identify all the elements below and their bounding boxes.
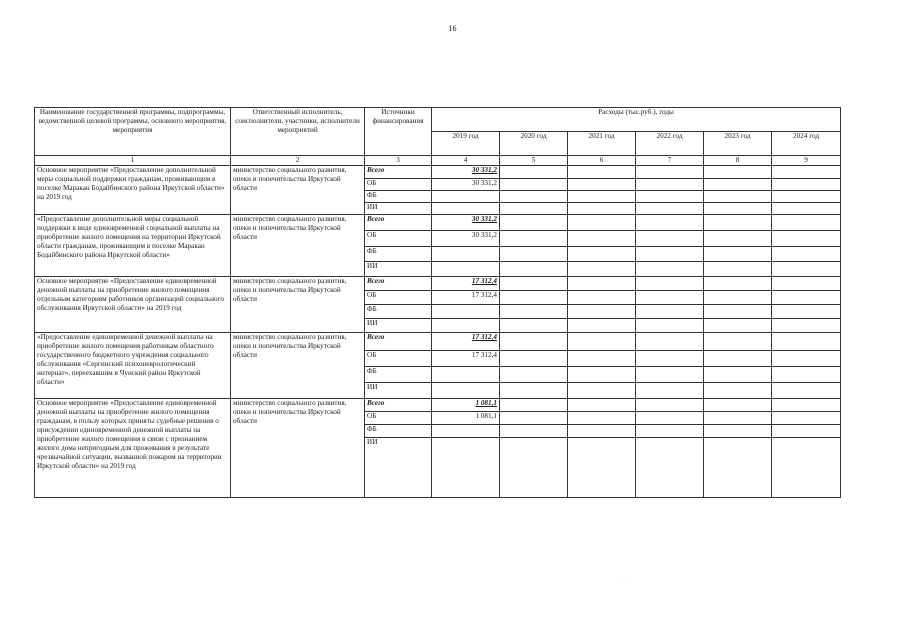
financing-source: ФБ xyxy=(365,305,432,319)
financing-source: ИИ xyxy=(365,262,432,277)
financing-source: Всего xyxy=(365,399,432,412)
empty-year-cell xyxy=(500,262,568,277)
empty-year-cell xyxy=(568,191,636,203)
column-number: 7 xyxy=(636,156,704,166)
empty-year-cell xyxy=(772,166,841,179)
empty-year-cell xyxy=(636,203,704,215)
header-year: 2024 год xyxy=(772,132,841,156)
column-number: 1 xyxy=(35,156,231,166)
empty-year-cell xyxy=(500,203,568,215)
empty-year-cell xyxy=(500,319,568,333)
value-2019 xyxy=(432,367,500,383)
empty-year-cell xyxy=(636,383,704,399)
empty-year-cell xyxy=(704,166,772,179)
empty-year-cell xyxy=(500,351,568,367)
empty-year-cell xyxy=(568,277,636,291)
empty-year-cell xyxy=(704,412,772,425)
financing-source: ОБ xyxy=(365,179,432,191)
scan-mark: · xyxy=(623,577,625,583)
header-year: 2023 год xyxy=(704,132,772,156)
empty-year-cell xyxy=(704,262,772,277)
empty-year-cell xyxy=(704,399,772,412)
measure-executor: министерство социального развития, опеки и попечительства Иркутской области xyxy=(231,215,365,277)
empty-year-cell xyxy=(500,367,568,383)
measure-executor: министерство социального развития, опеки и попечительства Иркутской области xyxy=(231,399,365,498)
empty-year-cell xyxy=(568,215,636,231)
empty-year-cell xyxy=(568,425,636,438)
empty-year-cell xyxy=(772,425,841,438)
empty-year-cell xyxy=(500,291,568,305)
empty-year-cell xyxy=(704,291,772,305)
empty-year-cell xyxy=(568,367,636,383)
empty-year-cell xyxy=(772,191,841,203)
empty-year-cell xyxy=(636,399,704,412)
empty-year-cell xyxy=(704,351,772,367)
empty-year-cell xyxy=(772,412,841,425)
value-2019: 30 331,2 xyxy=(432,166,500,179)
table-row xyxy=(35,399,841,412)
empty-year-cell xyxy=(704,247,772,262)
empty-year-cell xyxy=(772,247,841,262)
empty-year-cell xyxy=(704,367,772,383)
empty-year-cell xyxy=(568,351,636,367)
header-program-name: Наименование государственной программы, подпрограммы, ведомственной целевой программы, основного мероприятия, мероприятия xyxy=(35,108,231,156)
empty-year-cell xyxy=(636,215,704,231)
value-2019 xyxy=(432,247,500,262)
measure-description: «Предоставление единовременной денежной выплаты на приобретение жилого помещения работникам областного государственного бюджетного учреждения социального обслуживания «Сергинский психоневрологический интернат», переехавшим в Чунский район Иркутской области» xyxy=(35,333,231,399)
value-2019 xyxy=(432,438,500,498)
empty-year-cell xyxy=(772,305,841,319)
financing-source: ОБ xyxy=(365,231,432,247)
column-number: 2 xyxy=(231,156,365,166)
value-2019 xyxy=(432,425,500,438)
empty-year-cell xyxy=(500,166,568,179)
empty-year-cell xyxy=(772,215,841,231)
empty-year-cell xyxy=(636,367,704,383)
financing-source: Всего xyxy=(365,277,432,291)
empty-year-cell xyxy=(636,319,704,333)
column-number: 5 xyxy=(500,156,568,166)
empty-year-cell xyxy=(500,247,568,262)
column-number: 6 xyxy=(568,156,636,166)
empty-year-cell xyxy=(568,179,636,191)
financing-source: ОБ xyxy=(365,351,432,367)
measure-executor: министерство социального развития, опеки и попечительства Иркутской области xyxy=(231,166,365,215)
empty-year-cell xyxy=(568,203,636,215)
empty-year-cell xyxy=(500,333,568,351)
financing-source: Всего xyxy=(365,215,432,231)
empty-year-cell xyxy=(500,179,568,191)
empty-year-cell xyxy=(568,319,636,333)
financing-source: ИИ xyxy=(365,203,432,215)
empty-year-cell xyxy=(704,231,772,247)
empty-year-cell xyxy=(568,262,636,277)
financing-source: ФБ xyxy=(365,367,432,383)
column-number: 8 xyxy=(704,156,772,166)
empty-year-cell xyxy=(636,166,704,179)
value-2019 xyxy=(432,262,500,277)
empty-year-cell xyxy=(704,319,772,333)
financing-source: ОБ xyxy=(365,412,432,425)
empty-year-cell xyxy=(704,277,772,291)
header-year: 2021 год xyxy=(568,132,636,156)
empty-year-cell xyxy=(772,262,841,277)
empty-year-cell xyxy=(636,305,704,319)
empty-year-cell xyxy=(772,231,841,247)
empty-year-cell xyxy=(500,191,568,203)
empty-year-cell xyxy=(568,231,636,247)
value-2019 xyxy=(432,383,500,399)
empty-year-cell xyxy=(500,277,568,291)
column-number: 9 xyxy=(772,156,841,166)
empty-year-cell xyxy=(704,203,772,215)
value-2019 xyxy=(432,319,500,333)
value-2019: 17 312,4 xyxy=(432,291,500,305)
column-numbers-row xyxy=(35,156,841,166)
empty-year-cell xyxy=(704,215,772,231)
measure-executor: министерство социального развития, опеки и попечительства Иркутской области xyxy=(231,333,365,399)
empty-year-cell xyxy=(772,179,841,191)
empty-year-cell xyxy=(636,191,704,203)
empty-year-cell xyxy=(636,247,704,262)
empty-year-cell xyxy=(772,203,841,215)
empty-year-cell xyxy=(636,333,704,351)
empty-year-cell xyxy=(568,305,636,319)
empty-year-cell xyxy=(568,383,636,399)
empty-year-cell xyxy=(772,383,841,399)
measure-description: Основное мероприятие «Предоставление дополнительной меры социальной поддержки гражданам, проживающим в поселке Маракан Бодайбинского района Иркутской области» на 2019 год xyxy=(35,166,231,215)
empty-year-cell xyxy=(500,399,568,412)
value-2019: 30 331,2 xyxy=(432,231,500,247)
value-2019: 30 331,2 xyxy=(432,179,500,191)
empty-year-cell xyxy=(636,277,704,291)
empty-year-cell xyxy=(704,305,772,319)
table-row xyxy=(35,277,841,291)
financing-source: ОБ xyxy=(365,291,432,305)
financing-source: ИИ xyxy=(365,383,432,399)
empty-year-cell xyxy=(636,438,704,498)
value-2019 xyxy=(432,203,500,215)
empty-year-cell xyxy=(568,247,636,262)
empty-year-cell xyxy=(704,438,772,498)
column-number: 3 xyxy=(365,156,432,166)
header-executor: Ответственный исполнитель, соисполнители, участники, исполнители мероприятий xyxy=(231,108,365,156)
empty-year-cell xyxy=(568,291,636,305)
empty-year-cell xyxy=(704,383,772,399)
empty-year-cell xyxy=(636,412,704,425)
financing-source: Всего xyxy=(365,166,432,179)
empty-year-cell xyxy=(500,231,568,247)
financing-source: ИИ xyxy=(365,319,432,333)
empty-year-cell xyxy=(636,425,704,438)
empty-year-cell xyxy=(772,438,841,498)
empty-year-cell xyxy=(704,425,772,438)
empty-year-cell xyxy=(772,367,841,383)
empty-year-cell xyxy=(772,319,841,333)
value-2019: 17 312,4 xyxy=(432,333,500,351)
empty-year-cell xyxy=(704,191,772,203)
empty-year-cell xyxy=(636,231,704,247)
value-2019: 1 081,1 xyxy=(432,399,500,412)
financing-source: ИИ xyxy=(365,438,432,498)
header-year: 2020 год xyxy=(500,132,568,156)
header-financing-source: Источники финансирования xyxy=(365,108,432,156)
empty-year-cell xyxy=(772,351,841,367)
value-2019 xyxy=(432,191,500,203)
financing-source: Всего xyxy=(365,333,432,351)
table-row xyxy=(35,166,841,179)
empty-year-cell xyxy=(500,215,568,231)
measure-description: Основное мероприятие «Предоставление единовременной денежной выплаты на приобретение жилого помещения гражданам, в пользу которых приняты судебные решения о присуждении единовременной денежной выплаты на приобретение жилого помещения в связи с признанием жилого дома непригодным для проживания в результате чрезвычайной ситуации, вызванной пожаром на территории Иркутской области» на 2019 год xyxy=(35,399,231,498)
empty-year-cell xyxy=(568,412,636,425)
header-expenses: Расходы (тыс.руб.), годы xyxy=(432,108,841,132)
value-2019: 17 312,4 xyxy=(432,277,500,291)
financing-source: ФБ xyxy=(365,191,432,203)
empty-year-cell xyxy=(568,166,636,179)
empty-year-cell xyxy=(772,277,841,291)
measure-description: Основное мероприятие «Предоставление единовременной денежной выплаты на приобретение жилого помещения отдельным категориям работников организаций социального обслуживания Иркутской области» на 2019 год xyxy=(35,277,231,333)
empty-year-cell xyxy=(772,291,841,305)
page-number: 16 xyxy=(448,24,457,33)
value-2019: 17 312,4 xyxy=(432,351,500,367)
empty-year-cell xyxy=(500,438,568,498)
header-year: 2019 год xyxy=(432,132,500,156)
table-row xyxy=(35,215,841,231)
budget-table xyxy=(34,107,841,498)
empty-year-cell xyxy=(636,262,704,277)
empty-year-cell xyxy=(500,412,568,425)
empty-year-cell xyxy=(500,305,568,319)
empty-year-cell xyxy=(772,399,841,412)
measure-description: «Предоставление дополнительной меры социальной поддержки в виде единовременной социальной выплаты на приобретение жилого помещения на территории Иркутской области гражданам, проживающим в поселке Маракан Бодайбинского района Иркутской области» xyxy=(35,215,231,277)
measure-executor: министерство социального развития, опеки и попечительства Иркутской области xyxy=(231,277,365,333)
empty-year-cell xyxy=(568,438,636,498)
empty-year-cell xyxy=(704,333,772,351)
financing-source: ФБ xyxy=(365,247,432,262)
empty-year-cell xyxy=(636,351,704,367)
empty-year-cell xyxy=(500,425,568,438)
value-2019: 1 081,1 xyxy=(432,412,500,425)
financing-source: ФБ xyxy=(365,425,432,438)
value-2019 xyxy=(432,305,500,319)
empty-year-cell xyxy=(500,383,568,399)
empty-year-cell xyxy=(636,179,704,191)
table-row xyxy=(35,333,841,351)
empty-year-cell xyxy=(772,333,841,351)
value-2019: 30 331,2 xyxy=(432,215,500,231)
empty-year-cell xyxy=(636,291,704,305)
empty-year-cell xyxy=(704,179,772,191)
column-number: 4 xyxy=(432,156,500,166)
empty-year-cell xyxy=(568,399,636,412)
empty-year-cell xyxy=(568,333,636,351)
header-year: 2022 год xyxy=(636,132,704,156)
